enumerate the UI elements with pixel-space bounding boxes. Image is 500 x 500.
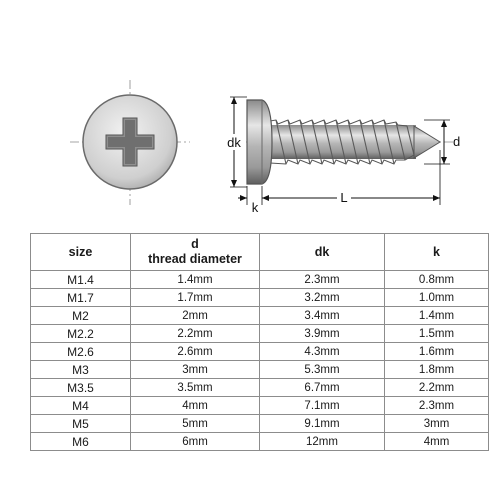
cell-d: 3.5mm: [131, 379, 260, 397]
cell-dk: 3.4mm: [260, 307, 385, 325]
cell-k: 1.5mm: [385, 325, 489, 343]
cell-dk: 4.3mm: [260, 343, 385, 361]
table-row: [31, 415, 489, 433]
table-row: [31, 325, 489, 343]
cell-k: 0.8mm: [385, 271, 489, 289]
cell-k: 1.0mm: [385, 289, 489, 307]
cell-size: M2: [31, 307, 131, 325]
cell-dk: 7.1mm: [260, 397, 385, 415]
table-row: [31, 397, 489, 415]
cell-size: M2.2: [31, 325, 131, 343]
screw-head-top-view: [70, 80, 190, 205]
cell-d: 1.7mm: [131, 289, 260, 307]
table-row: [31, 343, 489, 361]
table-row: [31, 433, 489, 451]
cell-k: 1.8mm: [385, 361, 489, 379]
cell-dk: 12mm: [260, 433, 385, 451]
screw-size-table: [30, 233, 489, 451]
cell-d: 6mm: [131, 433, 260, 451]
cell-d: 2mm: [131, 307, 260, 325]
screw-technical-drawing: [0, 0, 500, 230]
cell-d: 5mm: [131, 415, 260, 433]
cell-size: M3.5: [31, 379, 131, 397]
label-L: L: [340, 190, 348, 205]
table-row: [31, 289, 489, 307]
table-header-row: [31, 234, 489, 271]
label-d-drawing: d: [453, 134, 461, 149]
cell-d: 1.4mm: [131, 271, 260, 289]
table-row: [31, 379, 489, 397]
header-k: k: [385, 234, 489, 271]
cell-d: 4mm: [131, 397, 260, 415]
cell-dk: 5.3mm: [260, 361, 385, 379]
cell-d: 3mm: [131, 361, 260, 379]
cell-dk: 9.1mm: [260, 415, 385, 433]
cell-d: 2.6mm: [131, 343, 260, 361]
cell-size: M1.7: [31, 289, 131, 307]
header-size: size: [31, 234, 131, 271]
cell-d: 2.2mm: [131, 325, 260, 343]
cell-k: 4mm: [385, 433, 489, 451]
cell-dk: 3.2mm: [260, 289, 385, 307]
cell-k: 2.3mm: [385, 397, 489, 415]
cell-size: M1.4: [31, 271, 131, 289]
cell-dk: 6.7mm: [260, 379, 385, 397]
cell-k: 2.2mm: [385, 379, 489, 397]
cell-size: M6: [31, 433, 131, 451]
header-thread-diameter: d thread diameter: [131, 234, 260, 271]
table-row: [31, 271, 489, 289]
label-dk: dk: [227, 135, 241, 150]
cell-k: 3mm: [385, 415, 489, 433]
cell-size: M4: [31, 397, 131, 415]
cell-dk: 2.3mm: [260, 271, 385, 289]
table-row: [31, 361, 489, 379]
label-k-drawing: k: [251, 200, 259, 215]
cell-size: M3: [31, 361, 131, 379]
cell-size: M2.6: [31, 343, 131, 361]
cell-k: 1.4mm: [385, 307, 489, 325]
table-row: [31, 307, 489, 325]
header-dk: dk: [260, 234, 385, 271]
cell-dk: 3.9mm: [260, 325, 385, 343]
cell-size: M5: [31, 415, 131, 433]
cell-k: 1.6mm: [385, 343, 489, 361]
screw-side-view: [222, 97, 460, 215]
